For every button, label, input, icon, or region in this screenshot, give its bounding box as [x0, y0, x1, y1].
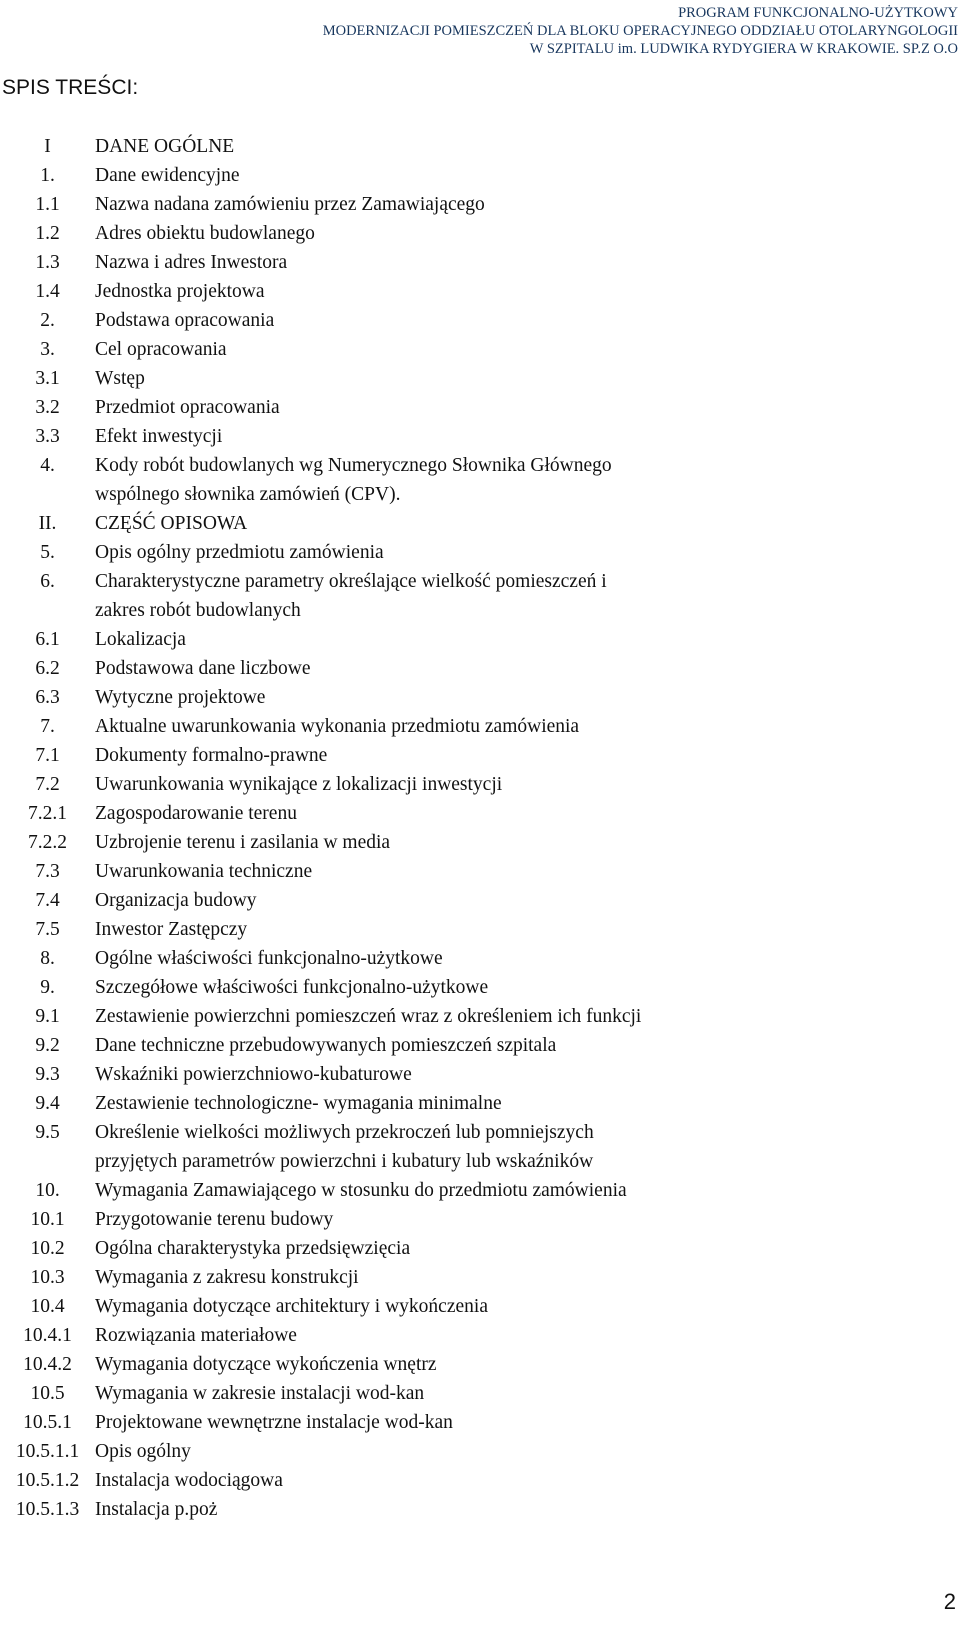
- toc-entry: [0, 1350, 960, 1379]
- toc-heading: SPIS TREŚCI:: [2, 76, 139, 99]
- toc-entry: [0, 1495, 960, 1524]
- toc-entry: [0, 973, 960, 1002]
- toc-entry-number: 1.: [40, 165, 55, 186]
- toc-entry-number: 9.3: [35, 1064, 60, 1085]
- toc-entry-title: Adres obiektu budowlanego: [95, 223, 315, 244]
- toc-entry: [0, 1379, 960, 1408]
- table-of-contents: [0, 132, 960, 1524]
- toc-entry-title: Zestawienie powierzchni pomieszczeń wraz z określeniem ich funkcji: [95, 1006, 642, 1027]
- toc-entry: [0, 683, 960, 712]
- toc-entry: [0, 712, 960, 741]
- toc-entry-number: 6.3: [35, 687, 60, 708]
- toc-entry-title: Uwarunkowania techniczne: [95, 861, 313, 882]
- toc-entry-number: 10.5.1.1: [15, 1441, 80, 1462]
- toc-entry-title: Ogólne właściwości funkcjonalno-użytkowe: [95, 948, 443, 969]
- toc-entry-title: Dane techniczne przebudowywanych pomieszczeń szpitala: [95, 1035, 557, 1056]
- toc-entry: [0, 799, 960, 828]
- toc-entry-number: 10.4: [30, 1296, 65, 1317]
- toc-entry-number: 8.: [40, 948, 55, 969]
- toc-entry-number: 7.5: [35, 919, 60, 940]
- toc-entry: [0, 1292, 960, 1321]
- toc-entry: [0, 538, 960, 567]
- toc-entry: [0, 1408, 960, 1437]
- toc-entry-number: 10.: [35, 1180, 60, 1201]
- toc-entry-title: Podstawa opracowania: [95, 310, 275, 331]
- toc-entry-number: 2.: [40, 310, 55, 331]
- toc-entry: [0, 1002, 960, 1031]
- toc-entry-title: Przedmiot opracowania: [95, 397, 280, 418]
- toc-entry-number: 1.1: [35, 194, 60, 215]
- toc-entry: [0, 248, 960, 277]
- toc-entry-number: 7.2.2: [28, 832, 67, 853]
- toc-entry-number: 9.2: [35, 1035, 60, 1056]
- toc-entry: [0, 422, 960, 451]
- toc-entry: [0, 944, 960, 973]
- toc-entry: [0, 741, 960, 770]
- toc-entry-number: 10.3: [30, 1267, 65, 1288]
- toc-entry-title: Nazwa nadana zamówieniu przez Zamawiającego: [95, 194, 485, 215]
- toc-entry-title: Nazwa i adres Inwestora: [95, 252, 288, 273]
- toc-entry-number: 10.4.1: [23, 1325, 72, 1346]
- toc-entry-number: 10.5.1: [23, 1412, 72, 1433]
- toc-entry: [0, 1118, 960, 1176]
- header-line-3: W SZPITALU im. LUDWIKA RYDYGIERA W KRAKOWIE. SP.Z O.O: [529, 41, 958, 57]
- toc-entry-title: Wymagania Zamawiającego w stosunku do przedmiotu zamówienia: [95, 1180, 627, 1201]
- toc-entry-title: Organizacja budowy: [95, 890, 257, 911]
- toc-entry: [0, 509, 960, 538]
- toc-entry: [0, 161, 960, 190]
- toc-entry: [0, 393, 960, 422]
- toc-entry-number: 4.: [40, 455, 55, 476]
- toc-entry-title: Cel opracowania: [95, 339, 227, 360]
- header-line-2: MODERNIZACJI POMIESZCZEŃ DLA BLOKU OPERACYJNEGO ODDZIAŁU OTOLARYNGOLOGII: [322, 23, 958, 39]
- toc-entry: [0, 306, 960, 335]
- toc-entry-number: 3.1: [35, 368, 60, 389]
- toc-entry: [0, 277, 960, 306]
- toc-entry-number: 1.2: [35, 223, 60, 244]
- toc-entry-title: Lokalizacja: [95, 629, 186, 650]
- toc-entry-title: Aktualne uwarunkowania wykonania przedmiotu zamówienia: [95, 716, 580, 737]
- toc-entry: [0, 625, 960, 654]
- toc-entry-number: 9.: [40, 977, 55, 998]
- toc-entry: [0, 770, 960, 799]
- toc-entry-title: Wymagania dotyczące architektury i wykończenia: [95, 1296, 488, 1317]
- header-line-1: PROGRAM FUNKCJONALNO-UŻYTKOWY: [678, 5, 958, 21]
- toc-entry: [0, 364, 960, 393]
- toc-entry-number: 9.5: [35, 1122, 60, 1143]
- toc-entry-number: 1.3: [35, 252, 60, 273]
- toc-entry-title: Wstęp: [95, 368, 145, 389]
- toc-entry-number: 3.2: [35, 397, 60, 418]
- toc-entry: [0, 1263, 960, 1292]
- toc-entry-number: 7.4: [35, 890, 60, 911]
- toc-entry-title: Charakterystyczne parametry określające wielkość pomieszczeń i zakres robót budowlanych: [95, 571, 607, 621]
- toc-entry-title: Ogólna charakterystyka przedsięwzięcia: [95, 1238, 411, 1259]
- toc-entry: [0, 1321, 960, 1350]
- toc-entry-number: 10.1: [30, 1209, 65, 1230]
- toc-entry: [0, 567, 960, 625]
- toc-entry-title: Jednostka projektowa: [95, 281, 265, 302]
- toc-entry: [0, 1466, 960, 1495]
- toc-entry: [0, 1031, 960, 1060]
- toc-entry-number: 10.5: [30, 1383, 65, 1404]
- toc-entry: [0, 1060, 960, 1089]
- toc-entry-number: 9.4: [35, 1093, 60, 1114]
- toc-entry-number: 7.2.1: [28, 803, 67, 824]
- toc-entry: [0, 654, 960, 683]
- toc-entry: [0, 915, 960, 944]
- toc-entry-number: 7.: [40, 716, 55, 737]
- toc-entry-title: Opis ogólny: [95, 1441, 191, 1462]
- toc-entry-title: Określenie wielkości możliwych przekroczeń lub pomniejszych przyjętych parametrów powierzchni i kubatury lub wskaźników: [95, 1122, 594, 1172]
- toc-entry-title: Efekt inwestycji: [95, 426, 223, 447]
- toc-entry-title: Wskaźniki powierzchniowo-kubaturowe: [95, 1064, 412, 1085]
- toc-entry: [0, 828, 960, 857]
- toc-entry-title: Dane ewidencyjne: [95, 165, 240, 186]
- toc-entry-number: I: [44, 136, 51, 157]
- toc-entry-number: 5.: [40, 542, 55, 563]
- toc-entry: [0, 190, 960, 219]
- toc-entry-title: Wymagania dotyczące wykończenia wnętrz: [95, 1354, 437, 1375]
- toc-entry-number: II.: [38, 513, 57, 534]
- toc-entry-number: 3.3: [35, 426, 60, 447]
- toc-entry-title: Uzbrojenie terenu i zasilania w media: [95, 832, 391, 853]
- page-number: 2: [943, 1589, 956, 1614]
- toc-entry-number: 6.: [40, 571, 55, 592]
- toc-entry-number: 10.2: [30, 1238, 65, 1259]
- toc-entry: [0, 1089, 960, 1118]
- toc-entry: [0, 1205, 960, 1234]
- toc-entry: [0, 1176, 960, 1205]
- toc-entry-number: 1.4: [35, 281, 60, 302]
- toc-entry-title: Dokumenty formalno-prawne: [95, 745, 328, 766]
- toc-entry: [0, 335, 960, 364]
- toc-entry-title: Opis ogólny przedmiotu zamówienia: [95, 542, 384, 563]
- toc-entry-title: Wymagania w zakresie instalacji wod-kan: [95, 1383, 425, 1404]
- toc-entry-title: Zagospodarowanie terenu: [95, 803, 297, 824]
- toc-entry-title: Zestawienie technologiczne- wymagania minimalne: [95, 1093, 502, 1114]
- toc-entry-title: Uwarunkowania wynikające z lokalizacji inwestycji: [95, 774, 503, 795]
- toc-entry: [0, 857, 960, 886]
- toc-entry-number: 9.1: [35, 1006, 60, 1027]
- toc-entry-title: Inwestor Zastępczy: [95, 919, 248, 940]
- toc-entry-title: Wymagania z zakresu konstrukcji: [95, 1267, 359, 1288]
- toc-entry-number: 10.5.1.2: [15, 1470, 80, 1491]
- toc-entry-title: DANE OGÓLNE: [95, 136, 235, 157]
- toc-entry-number: 6.1: [35, 629, 60, 650]
- toc-entry-title: Rozwiązania materiałowe: [95, 1325, 297, 1346]
- toc-entry-number: 7.2: [35, 774, 60, 795]
- toc-entry-number: 3.: [40, 339, 55, 360]
- toc-entry-title: Podstawowa dane liczbowe: [95, 658, 311, 679]
- toc-entry: [0, 1234, 960, 1263]
- toc-entry-number: 7.3: [35, 861, 60, 882]
- toc-entry-number: 6.2: [35, 658, 60, 679]
- toc-entry: [0, 886, 960, 915]
- toc-entry-title: Projektowane wewnętrzne instalacje wod-kan: [95, 1412, 453, 1433]
- toc-entry-title: Przygotowanie terenu budowy: [95, 1209, 334, 1230]
- document-header: [0, 4, 958, 58]
- toc-entry: [0, 451, 960, 509]
- toc-entry-title: Instalacja wodociągowa: [95, 1470, 283, 1491]
- toc-entry: [0, 132, 960, 161]
- toc-entry-title: Instalacja p.poż: [95, 1499, 218, 1520]
- toc-entry: [0, 219, 960, 248]
- toc-entry-title: CZĘŚĆ OPISOWA: [95, 513, 248, 534]
- toc-entry-title: Wytyczne projektowe: [95, 687, 266, 708]
- toc-entry-number: 10.5.1.3: [15, 1499, 80, 1520]
- toc-entry-title: Kody robót budowlanych wg Numerycznego Słownika Głównego wspólnego słownika zamówień (CPV).: [95, 455, 612, 505]
- toc-entry-number: 10.4.2: [23, 1354, 72, 1375]
- toc-entry-title: Szczegółowe właściwości funkcjonalno-użytkowe: [95, 977, 489, 998]
- toc-entry-number: 7.1: [35, 745, 60, 766]
- toc-entry: [0, 1437, 960, 1466]
